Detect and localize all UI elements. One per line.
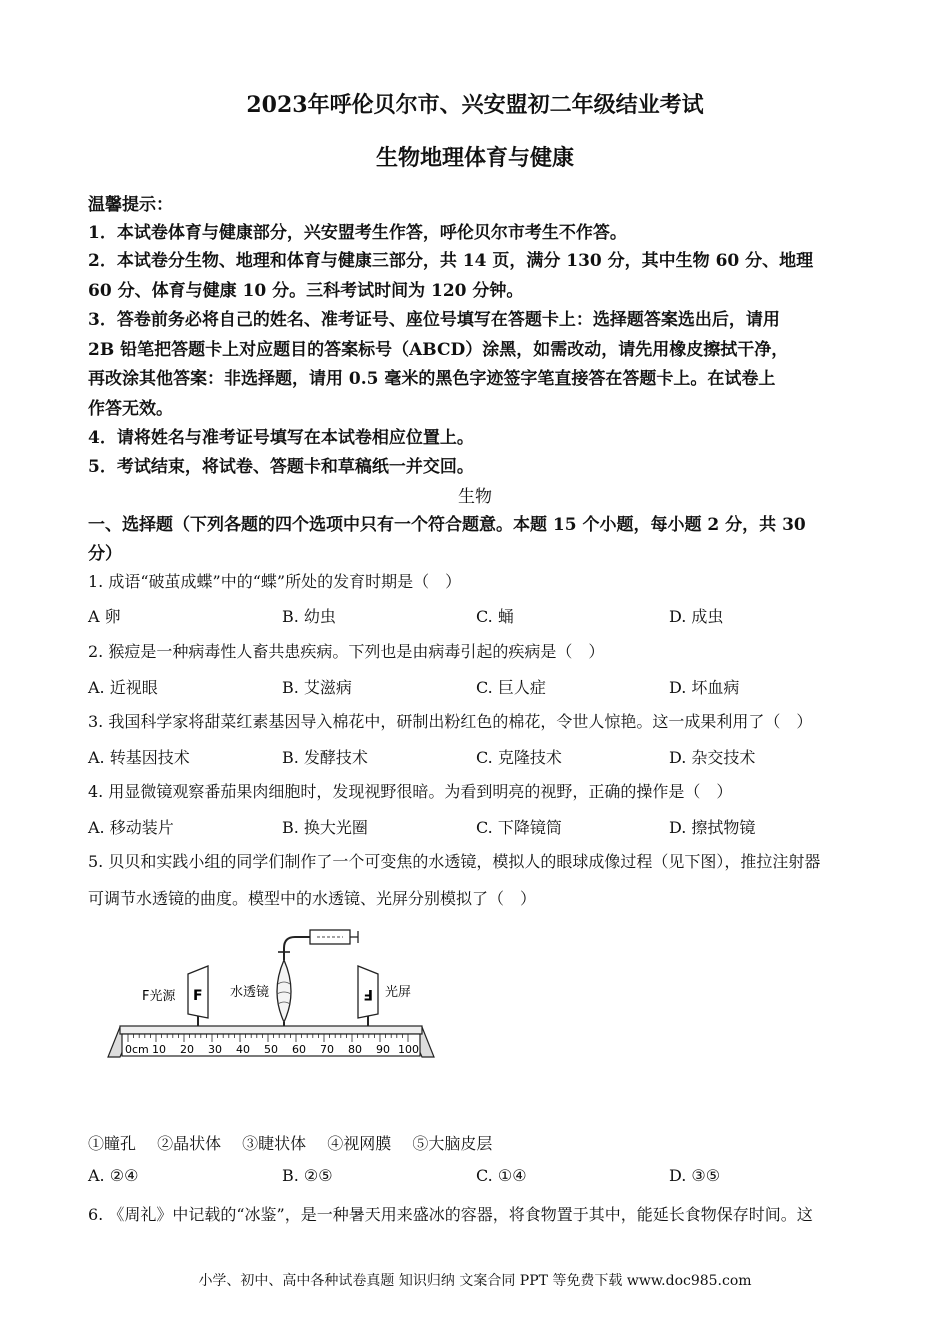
scale-tick-label: 30 bbox=[208, 1043, 222, 1056]
option-a: A. 近视眼 bbox=[88, 678, 158, 697]
water-lens-icon bbox=[277, 960, 291, 1034]
scale-tick-label: 80 bbox=[348, 1043, 362, 1056]
light-source-icon bbox=[188, 966, 208, 1034]
notice-line: 再改涂其他答案：非选择题，请用 0.5 毫米的黑色字迹签字笔直接答在答题卡上。在试卷上 bbox=[88, 369, 776, 389]
option-a: A. 移动装片 bbox=[88, 818, 174, 837]
option-a: A 卵 bbox=[88, 607, 121, 626]
question-stem: 6. 《周礼》中记载的“冰鉴”，是一种暑天用来盛冰的容器，将食物置于其中，能延长食物保存时间。这 bbox=[88, 1205, 813, 1224]
water-lens-label: 水透镜 bbox=[230, 985, 270, 1000]
question-stem: 4. 用显微镜观察番茄果肉细胞时，发现视野很暗。为看到明亮的视野，正确的操作是（ ） bbox=[88, 782, 733, 801]
question-stem: 2. 猴痘是一种病毒性人畜共患疾病。下列也是由病毒引起的疾病是（ ） bbox=[88, 642, 605, 661]
screen-letter: F bbox=[363, 986, 373, 1002]
option-c: C. 克隆技术 bbox=[476, 748, 562, 767]
exam-title: 2023年呼伦贝尔市、兴安盟初二年级结业考试 bbox=[246, 92, 704, 118]
section-heading-cont: 分） bbox=[88, 544, 122, 564]
screen-icon bbox=[358, 966, 378, 1034]
option-c: C. ①④ bbox=[476, 1166, 527, 1185]
scale-tick-label: 20 bbox=[180, 1043, 194, 1056]
option-b: B. 换大光圈 bbox=[282, 818, 368, 837]
notice-line: 4．请将姓名与准考证号填写在本试卷相应位置上。 bbox=[88, 428, 474, 448]
option-c: C. 蛹 bbox=[476, 607, 514, 626]
syringe-icon bbox=[278, 930, 358, 960]
question-stem-cont: 可调节水透镜的曲度。模型中的水透镜、光屏分别模拟了（ ） bbox=[88, 889, 537, 908]
scale-tick-label: 70 bbox=[320, 1043, 334, 1056]
notice-line: 60 分、体育与健康 10 分。三科考试时间为 120 分钟。 bbox=[88, 281, 524, 301]
option-d: D. 坏血病 bbox=[669, 678, 740, 697]
scale-tick-label: 100 bbox=[398, 1043, 419, 1056]
exam-subtitle: 生物地理体育与健康 bbox=[375, 145, 574, 171]
scale-tick-label: 50 bbox=[264, 1043, 278, 1056]
question-stem: 3. 我国科学家将甜菜红素基因导入棉花中，研制出粉红色的棉花，令世人惊艳。这一成果利用了（ ） bbox=[88, 712, 813, 731]
notice-line: 1．本试卷体育与健康部分，兴安盟考生作答，呼伦贝尔市考生不作答。 bbox=[88, 223, 627, 243]
light-source-letter: F bbox=[193, 988, 203, 1004]
section-heading: 一、选择题（下列各题的四个选项中只有一个符合题意。本题 15 个小题，每小题 2 分，共 30 bbox=[88, 515, 806, 535]
option-d: D. 成虫 bbox=[669, 607, 724, 626]
scale-tick-label: 90 bbox=[376, 1043, 390, 1056]
notice-line: 2B 铅笔把答题卡上对应题目的答案标号（ABCD）涂黑，如需改动，请先用橡皮擦拭干净， bbox=[88, 340, 789, 360]
notice-line: 作答无效。 bbox=[88, 399, 173, 419]
option-d: D. 擦拭物镜 bbox=[669, 818, 756, 837]
option-b: B. 艾滋病 bbox=[282, 678, 352, 697]
option-d: D. ③⑤ bbox=[669, 1166, 721, 1185]
option-a: A. 转基因技术 bbox=[88, 748, 190, 767]
notice-heading: 温馨提示： bbox=[88, 195, 173, 215]
question-stem: 1. 成语“破茧成蝶”中的“蝶”所处的发育时期是（ ） bbox=[88, 572, 462, 591]
scale-tick-label: 40 bbox=[236, 1043, 250, 1056]
option-b: B. 幼虫 bbox=[282, 607, 336, 626]
scale-unit: 0cm bbox=[125, 1043, 149, 1056]
question-choices: ①瞳孔 ②晶状体 ③睫状体 ④视网膜 ⑤大脑皮层 bbox=[88, 1134, 493, 1153]
option-b: B. 发酵技术 bbox=[282, 748, 368, 767]
notice-line: 5．考试结束，将试卷、答题卡和草稿纸一并交回。 bbox=[88, 457, 474, 477]
scale-tick-label: 60 bbox=[292, 1043, 306, 1056]
option-c: C. 下降镜筒 bbox=[476, 818, 562, 837]
scale-tick-label: 10 bbox=[152, 1043, 166, 1056]
notice-line: 2．本试卷分生物、地理和体育与健康三部分，共 14 页，满分 130 分，其中生物 60 分、地理 bbox=[88, 251, 814, 271]
question-stem: 5. 贝贝和实践小组的同学们制作了一个可变焦的水透镜，模拟人的眼球成像过程（见下图），推拉注射器 bbox=[88, 852, 821, 871]
notice-line: 3．答卷前务必将自己的姓名、准考证号、座位号填写在答题卡上：选择题答案选出后，请用 bbox=[88, 310, 780, 330]
page-footer: 小学、初中、高中各种试卷真题 知识归纳 文案合同 PPT 等免费下载 www.doc985.com bbox=[198, 1273, 752, 1289]
option-b: B. ②⑤ bbox=[282, 1166, 333, 1185]
screen-label: 光屏 bbox=[385, 985, 412, 1000]
subject-heading: 生物 bbox=[458, 487, 492, 507]
lens-experiment-figure bbox=[100, 922, 450, 1067]
light-source-label: F光源 bbox=[142, 989, 176, 1004]
option-c: C. 巨人症 bbox=[476, 678, 546, 697]
option-d: D. 杂交技术 bbox=[669, 748, 756, 767]
option-a: A. ②④ bbox=[88, 1166, 139, 1185]
